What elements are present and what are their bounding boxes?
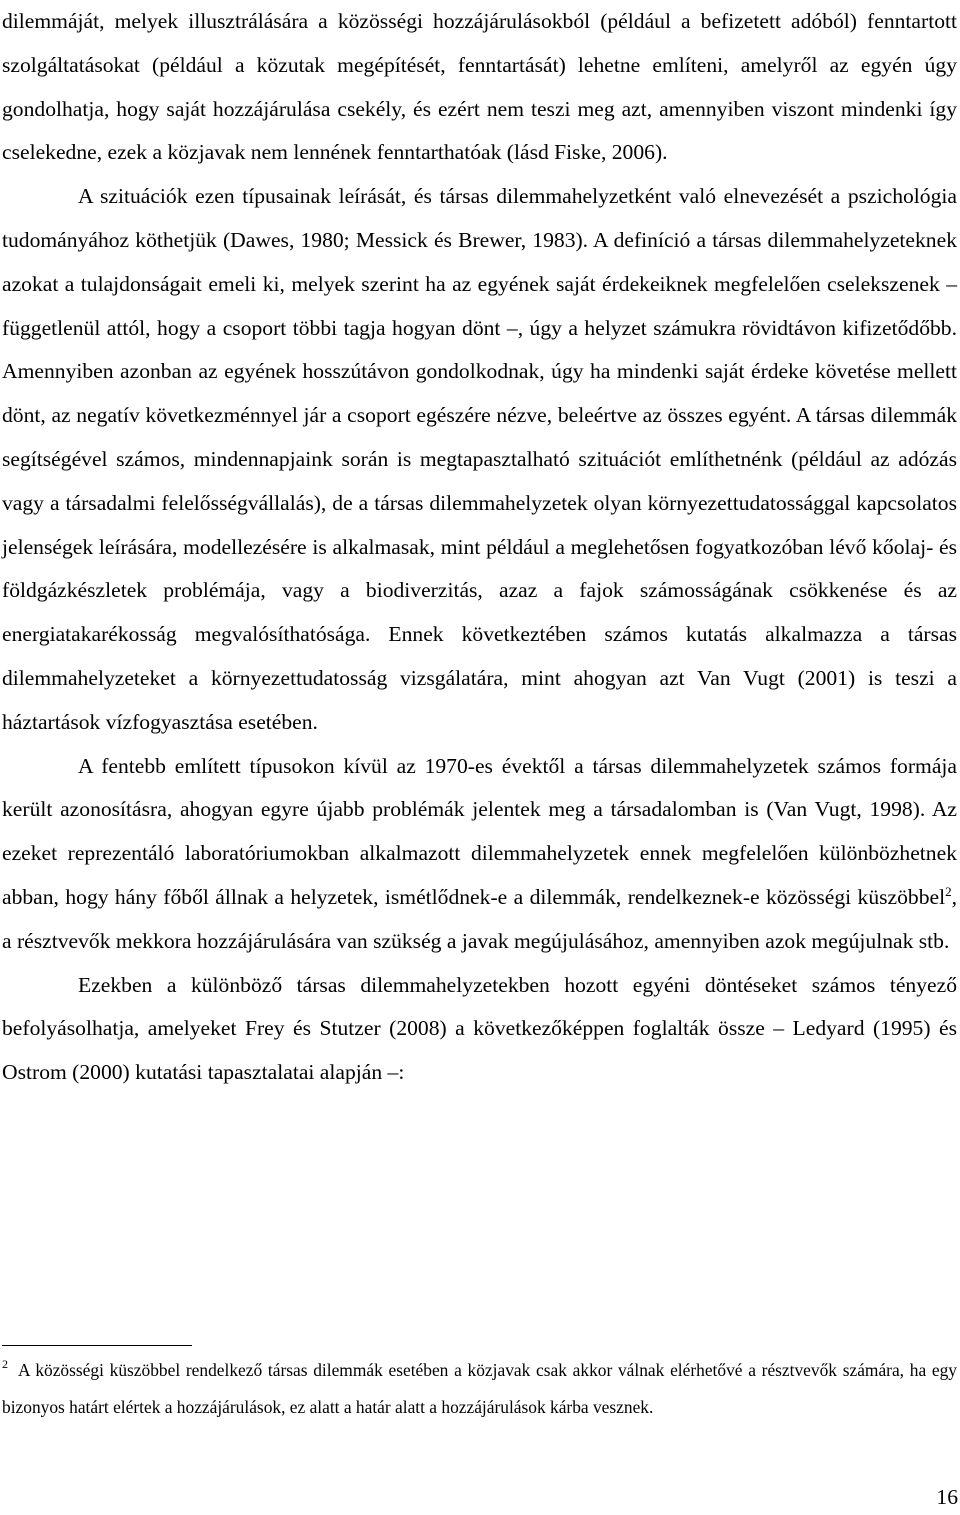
paragraph-2: A szituációk ezen típusainak leírását, és társas dilemmahelyzetként való elnevezését a pszichológia tudományához köthetjük (Dawes, 1980; Messick és Brewer, 1983). A definíció a társas dilemmahelyzeteknek azokat a tulajdonságait emeli ki, melyek szerint ha az egyének saját érdekeiknek megfelelően cselekszenek – függetlenül attól, hogy a csoport többi tagja hogyan dönt –, úgy a helyzet számukra rövidtávon kifizetődőbb. Amennyiben azonban az egyének hosszútávon gondolkodnak, úgy ha mindenki saját érdeke követése mellett dönt, az negatív következménnyel jár a csoport egészére nézve, beleértve az összes egyént. A társas dilemmák segítségével számos, mindennapjaink során is megtapasztalható szituációt említhetnénk (például az adózás vagy a társadalmi felelősségvállalás), de a társas dilemmahelyzetek olyan környezettudatossággal kapcsolatos jelenségek leírására, modellezésére is alkalmasak, mint például a meglehetősen fogyatkozóban lévő kőolaj- és földgázkészletek problémája, vagy a biodiverzitás, azaz a fajok számosságának csökkenése és az energiatakarékosság megvalósíthatósága. Ennek következtében számos kutatás alkalmazza a társas dilemmahelyzeteket a környezettudatosság vizsgálatára, mint ahogyan azt Van Vugt (2001) is teszi a háztartások vízfogyasztása esetében. [2,184,957,734]
body-text [2,0,957,1095]
footnote-text: A közösségi küszöbbel rendelkező társas dilemmák esetében a közjavak csak akkor válnak elérhetővé a résztvevők számára, ha egy bizonyos határt elértek a hozzájárulások, ez alatt a határ alatt a hozzájárulások kárba vesznek. [2,1360,957,1417]
paragraph-4: Ezekben a különböző társas dilemmahelyzetekben hozott egyéni döntéseket számos tényező befolyásolhatja, amelyeket Frey és Stutzer (2008) a következőképpen foglalták össze – Ledyard (1995) és Ostrom (2000) kutatási tapasztalatai alapján –: [2,972,957,1085]
paragraph-3-text-a: A fentebb említett típusokon kívül az 1970-es évektől a társas dilemmahelyzetek számos formája került azonosításra, ahogyan egyre újabb problémák jelentek meg a társadalomban is (Van Vugt, 1998). Az ezeket reprezentáló laboratóriumokban alkalmazott dilemmahelyzetek ennek megfelelően különbözhetnek abban, hogy hány főből állnak a helyzetek, ismétlődnek-e a dilemmák, rendelkeznek-e közösségi küszöbbel [2,753,957,909]
page-number: 16 [936,1485,958,1509]
paragraph-3-text-b: , a résztvevők mekkora hozzájárulására van szükség a javak megújulásához, amennyiben azok megújulnak stb. [2,884,957,953]
footnote-number: 2 [2,1357,8,1371]
footnote-paragraph [2,1352,957,1425]
paragraph-3 [2,745,957,964]
footnote [2,1352,957,1425]
footnote-reference[interactable]: 2 [945,883,952,899]
footnote-separator [2,1345,192,1346]
paragraph-1: dilemmáját, melyek illusztrálására a közösségi hozzájárulásokból (például a befizetett adóból) fenntartott szolgáltatásokat (például a közutak megépítését, fenntartását) lehetne említeni, amelyről az egyén úgy gondolhatja, hogy saját hozzájárulása csekély, és ezért nem teszi meg azt, amennyiben viszont mindenki így cselekedne, ezek a közjavak nem lennének fenntarthatóak (lásd Fiske, 2006). [2,9,957,165]
